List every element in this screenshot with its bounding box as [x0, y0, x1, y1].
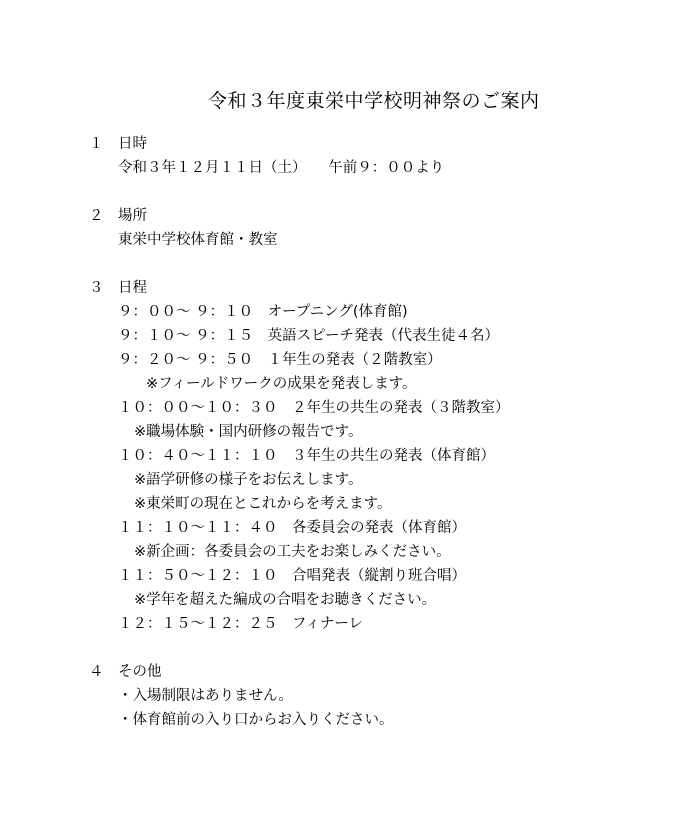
section-2-number: ２ [89, 208, 104, 224]
schedule-item: ９：１０～ ９：１５ 英語スピーチ発表（代表生徒４名） [118, 328, 500, 344]
schedule-note: ※学年を超えた編成の合唱をお聴きください。 [134, 592, 437, 608]
section-3-number: ３ [89, 280, 104, 296]
section-1-line: 令和３年１２月１１日（土） 午前９：００より [118, 160, 445, 176]
section-2-heading: 場所 [118, 208, 147, 224]
section-4-number: ４ [89, 664, 104, 680]
schedule-note: ※職場体験・国内研修の報告です。 [134, 424, 363, 440]
schedule-item: ９：００～ ９：１０ オープニング(体育館) [118, 304, 408, 320]
section-4-heading: その他 [118, 664, 162, 680]
section-2-line: 東栄中学校体育館・教室 [118, 232, 278, 248]
section-1-heading: 日時 [118, 136, 147, 152]
schedule-item: １１：１０～１１：４０ 各委員会の発表（体育館） [118, 520, 466, 536]
schedule-item: １１：５０～１２：１０ 合唱発表（縦割り班合唱） [118, 568, 466, 584]
section-1-number: １ [89, 136, 104, 152]
section-4-line: ・体育館前の入り口からお入りください。 [118, 712, 394, 728]
schedule-note: ※新企画：各委員会の工夫をお楽しみください。 [134, 544, 451, 560]
section-4-line: ・入場制限はありません。 [118, 688, 293, 704]
schedule-note: ※語学研修の様子をお伝えします。 [134, 472, 363, 488]
schedule-item: １２：１５～１２：２５ フィナーレ [118, 616, 364, 632]
schedule-note: ※フィールドワークの成果を発表します。 [146, 376, 417, 392]
document-title: 令和３年度東栄中学校明神祭のご案内 [208, 90, 540, 112]
schedule-item: １０：００～１０：３０ ２年生の共生の発表（３階教室） [118, 400, 510, 416]
schedule-item: ９：２０～ ９：５０ １年生の発表（２階教室） [118, 352, 442, 368]
schedule-item: １０：４０～１１：１０ ３年生の共生の発表（体育館） [118, 448, 495, 464]
section-3-heading: 日程 [118, 280, 147, 296]
schedule-note: ※東栄町の現在とこれからを考えます。 [134, 496, 392, 512]
